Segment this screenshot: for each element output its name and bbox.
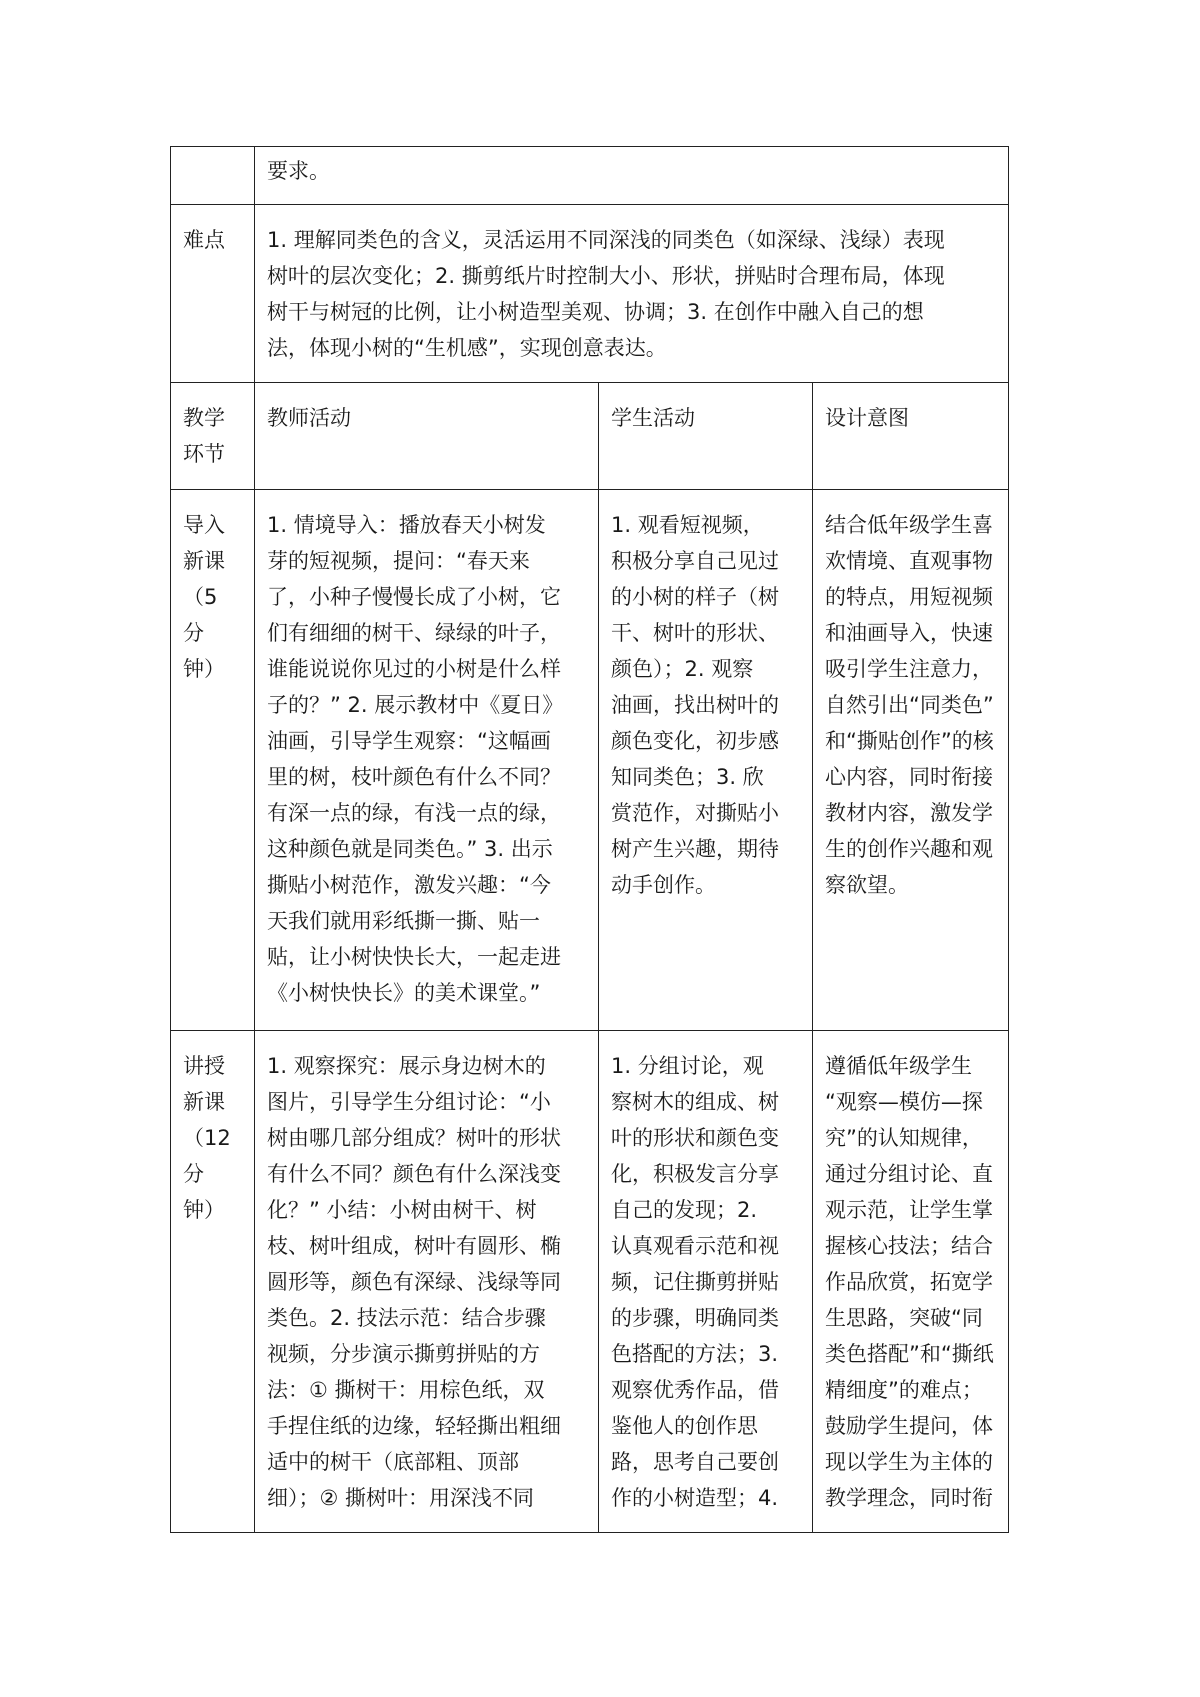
lecture-teacher: 1. 观察探究：展示身边树木的 图片，引导学生分组讨论：“小 树由哪几部分组成？树叶的形状 有什么不同？颜色有什么深浅变 化？” 小结：小树由树干、树 枝、树叶组成，树叶有圆形、椭 圆形等，颜色有深绿、浅绿等同 类色。2. 技法示范：结合步骤 视频，分步演示撕剪拼贴的方 法：① 撕树干：用棕色纸，双 手捏住纸的边缘，轻轻撕出粗细 适中的树干（底部粗、顶部 细）；② 撕树叶：用深浅不同 — [267, 1054, 561, 1510]
section-cell — [171, 1031, 255, 1533]
header-cell — [813, 383, 1009, 490]
lesson-plan-table — [170, 146, 1009, 1533]
intro-student: 1. 观看短视频， 积极分享自己见过 的小树的样子（树 干、树叶的形状、 颜色）；2. 观察 油画，找出树叶的 颜色变化，初步感 知同类色；3. 欣 赏范作，对撕贴小 树产生兴趣，期待 动手创作。 — [611, 513, 779, 897]
student-cell — [599, 490, 813, 1031]
intro-section: 导入 新课 （5 分 钟） — [183, 513, 225, 681]
table-row-header — [171, 383, 1009, 490]
table-row-lecture — [171, 1031, 1009, 1533]
student-cell — [599, 1031, 813, 1533]
section-cell — [171, 205, 255, 383]
intent-cell — [813, 490, 1009, 1031]
content-cell — [255, 147, 1009, 205]
content-cell — [255, 205, 1009, 383]
header-teacher: 教师活动 — [267, 406, 351, 430]
header-cell — [599, 383, 813, 490]
continued-text: 要求。 — [267, 159, 330, 183]
lecture-intent: 遵循低年级学生 “观察—模仿—探 究”的认知规律， 通过分组讨论、直 观示范，让学生掌 握核心技法；结合 作品欣赏，拓宽学 生思路，突破“同 类色搭配”和“撕纸 精细度”的难点； 鼓励学生提问，体 现以学生为主体的 教学理念，同时衔 — [825, 1054, 994, 1510]
table-row-intro — [171, 490, 1009, 1031]
header-student: 学生活动 — [611, 406, 695, 430]
lecture-student: 1. 分组讨论，观 察树木的组成、树 叶的形状和颜色变 化，积极发言分享 自己的发现；2. 认真观看示范和视 频，记住撕剪拼贴 的步骤，明确同类 色搭配的方法；3. 观察优秀作品，借 鉴他人的创作思 路，思考自己要创 作的小树造型；4. — [611, 1054, 779, 1510]
intro-teacher: 1. 情境导入：播放春天小树发 芽的短视频，提问：“春天来 了，小种子慢慢长成了小树，它 们有细细的树干、绿绿的叶子， 谁能说说你见过的小树是什么样 子的？” 2. 展示教材中《夏日》 油画，引导学生观察：“这幅画 里的树，枝叶颜色有什么不同？ 有深一点的绿，有浅一点的绿， 这种颜色就是同类色。” 3. 出示 撕贴小树范作，激发兴趣：“今 天我们就用彩纸撕一撕、贴一 贴，让小树快快长大，一起走进 《小树快快长》的美术课堂。” — [267, 513, 564, 1005]
header-cell — [255, 383, 599, 490]
header-section: 教学 环节 — [183, 406, 225, 466]
section-cell — [171, 490, 255, 1031]
teacher-cell — [255, 490, 599, 1031]
difficulty-label: 难点 — [183, 228, 225, 252]
intro-intent: 结合低年级学生喜 欢情境、直观事物 的特点，用短视频 和油画导入，快速 吸引学生注意力， 自然引出“同类色” 和“撕贴创作”的核 心内容，同时衔接 教材内容，激发学 生的创作兴趣和观 察欲望。 — [825, 513, 994, 897]
table-row-continued — [171, 147, 1009, 205]
intent-cell — [813, 1031, 1009, 1533]
lecture-section: 讲授 新课 （12 分 钟） — [183, 1054, 231, 1222]
table-row-difficulty — [171, 205, 1009, 383]
section-cell — [171, 147, 255, 205]
header-intent: 设计意图 — [825, 406, 909, 430]
difficulty-text: 1. 理解同类色的含义，灵活运用不同深浅的同类色（如深绿、浅绿）表现 树叶的层次变化；2. 撕剪纸片时控制大小、形状，拼贴时合理布局，体现 树干与树冠的比例，让小树造型美观、协调；3. 在创作中融入自己的想 法，体现小树的“生机感”，实现创意表达。 — [267, 228, 945, 360]
header-cell — [171, 383, 255, 490]
teacher-cell — [255, 1031, 599, 1533]
